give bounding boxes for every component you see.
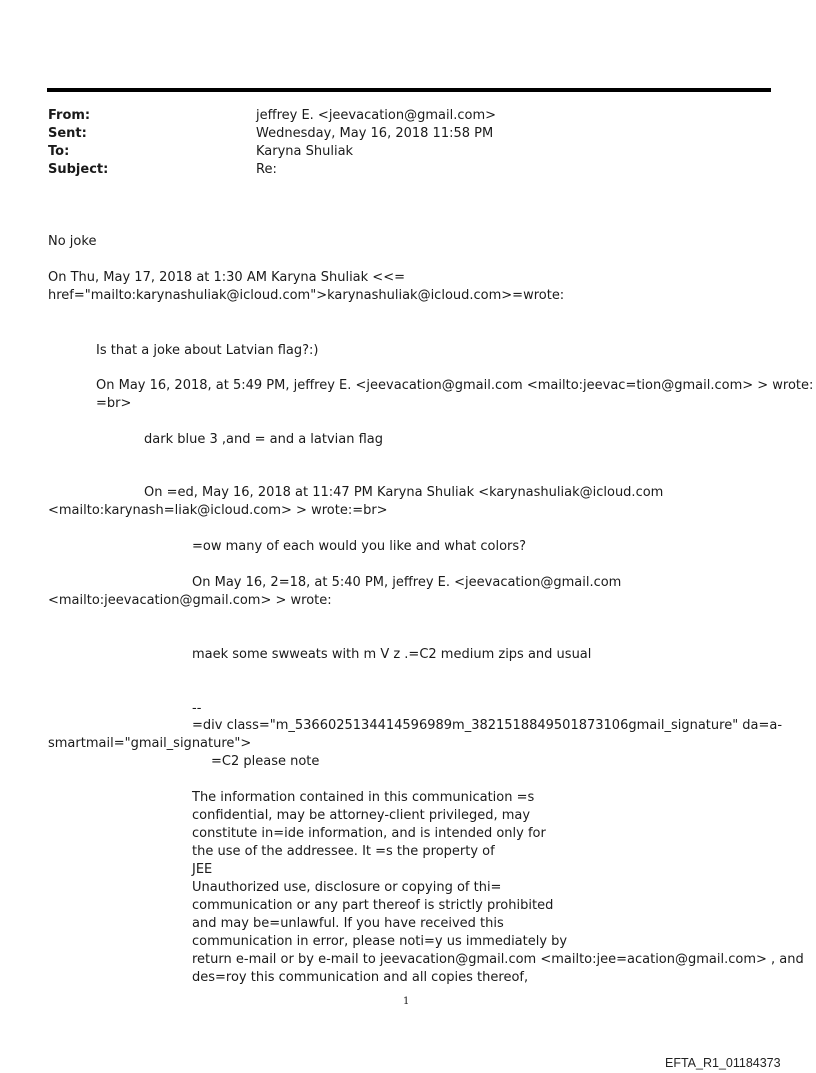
disclaimer-line: Unauthorized use, disclosure or copying of thi= [192,880,502,895]
page-number: 1 [403,996,410,1007]
subject-label: Subject: [48,162,109,177]
quote-header-line: On May 16, 2=18, at 5:40 PM, jeffrey E. <jeevacation@gmail.com [192,575,622,590]
disclaimer-line: and may be=unlawful. If you have received this [192,916,504,931]
quoted-message: =ow many of each would you like and what colors? [192,539,527,554]
disclaimer-block [192,789,804,987]
quoted-message: dark blue 3 ,and = and a latvian flag [144,432,384,447]
signature-separator: -- [192,701,202,716]
subject-value: Re: [256,162,277,177]
disclaimer-line: JEE [192,862,213,877]
disclaimer-line: des=roy this communication and all copies thereof, [192,970,529,985]
quote-header-line: <mailto:karynash=liak@icloud.com> > wrote:=br> [48,503,388,518]
reply-text: No joke [48,234,97,249]
disclaimer-line: constitute in=ide information, and is intended only for [192,826,546,841]
signature-note: =C2 please note [211,754,320,769]
to-value: Karyna Shuliak [256,144,354,159]
quote-header-line: =br> [96,396,132,411]
from-label: From: [48,108,91,123]
disclaimer-line: communication or any part thereof is strictly prohibited [192,898,554,913]
quoted-message: maek some swweats with m V z .=C2 medium zips and usual [192,647,592,662]
document-id: EFTA_R1_01184373 [665,1056,781,1070]
quote-header-line: href="mailto:karynashuliak@icloud.com">karynashuliak@icloud.com>=wrote: [48,288,565,303]
disclaimer-line: confidential, may be attorney-client privileged, may [192,808,531,823]
header-rule [47,88,771,92]
sent-label: Sent: [48,126,87,141]
from-value: jeffrey E. <jeevacation@gmail.com> [256,108,496,123]
disclaimer-line: return e-mail or by e-mail to jeevacation@gmail.com <mailto:jee=acation@gmail.com> , and [192,952,804,967]
quote-header-line: On Thu, May 17, 2018 at 1:30 AM Karyna Shuliak <<= [48,270,405,285]
signature-markup-line: =div class="m_5366025134414596989m_3821518849501873106gmail_signature" da=a- [192,718,783,733]
quote-header-line: On May 16, 2018, at 5:49 PM, jeffrey E. <jeevacation@gmail.com <mailto:jeevac=tion@gmail.com> > wrote: [96,378,814,393]
disclaimer-line: the use of the addressee. It =s the property of [192,844,495,859]
quote-header-line: On =ed, May 16, 2018 at 11:47 PM Karyna Shuliak <karynashuliak@icloud.com [144,485,664,500]
quoted-message: Is that a joke about Latvian flag?:) [96,343,319,358]
sent-value: Wednesday, May 16, 2018 11:58 PM [256,126,494,141]
signature-markup-line: smartmail="gmail_signature"> [48,736,252,751]
quote-header-line: <mailto:jeevacation@gmail.com> > wrote: [48,593,332,608]
disclaimer-line: communication in error, please noti=y us immediately by [192,934,568,949]
to-label: To: [48,144,70,159]
disclaimer-line: The information contained in this communication =s [192,790,535,805]
